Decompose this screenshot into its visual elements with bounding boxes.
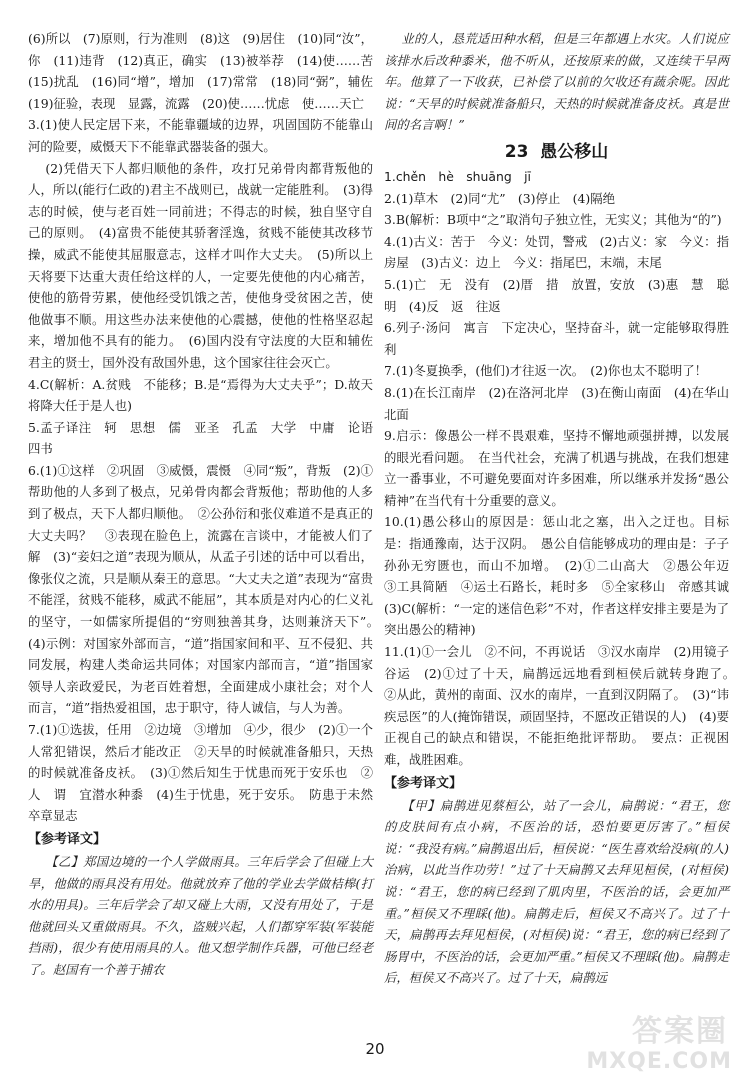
- reference-translation-text: 【甲】扁鹊进见蔡桓公，站了一会儿，扁鹊说：“君王，您的皮肤间有点小病，不医治的话，恐怕要更厉害了。”桓侯说：“我没有病。”扁鹊退出后，桓侯说：“医生喜欢给没病(的人)治病，以此当作功劳！”过了十天扁鹊又去拜见桓侯，(对桓侯)说：“君王，您的病已经到了肌肉里，不医治的话，会更加严重。”桓侯又不理睬(他)。扁鹊走后，桓侯又不高兴了。过了十天，扁鹊再去拜见桓侯，(对桓侯)说：“君王，您的病已经到了肠胃中，不医治的话，会更加严重。”桓侯又不理睬(他)。扁鹊走后，桓侯又不高兴了。过了十天，扁鹊远: [384, 797, 729, 986]
- answer-item: 10.(1)愚公移山的原因是：惩山北之塞，出入之迂也。目标是：指通豫南，达于汉阴。 愚公自信能够成功的理由是：子子孙孙无穷匮也，而山不加增。 (2)①二山高大 ②愚公年迈 ③工具简陋 ④运土石路长，耗时多 ⑤全家移山 帝感其诚 (3)C(解析：“一定的迷信色彩”不对，作者这样安排主要是为了突出愚公的精神): [384, 514, 742, 638]
- answer-item: (6)所以 (7)原则，行为准则 (8)这 (9)居住 (10)同“汝”，你 (11)违背 (12)真正，确实 (13)被举荐 (14)使……苦 (15)扰乱 (16)同“增”，增加 (17)常常 (18)同“弼”，辅佐 (19)征验，表现 显露，流露 (20)使……忧虑 使……天亡: [28, 31, 386, 111]
- answer-item: 3.(1)使人民定居下来，不能靠疆域的边界，巩固国防不能靠山河的险要，威慑天下不能靠武器装备的强大。: [28, 117, 373, 154]
- answer-item: 6.列子·汤问 寓言 下定决心，坚持奋斗，就一定能够取得胜利: [384, 320, 729, 357]
- answer-item: 2.(1)草木 (2)同“尤” (3)停止 (4)隔绝: [384, 190, 615, 206]
- right-column: [384, 28, 742, 989]
- answer-item: 6.(1)①这样 ②巩固 ③威慑，震慑 ④同“叛”，背叛 (2)①帮助他的人多到了极点，兄弟骨肉都会背叛他；帮助他的人多到了极点，天下人都归顺他。 ②公孙衍和张仪难道不是真正的大丈夫吗？ ③表现在脸色上，流露在言谈中，才能被人们了解 (3)“妾妇之道”表现为顺从，从孟子引述的话中可以看出，像张仪之流，只是顺从秦王的意思。“大丈夫之道”表现为“富贵不能淫，贫贱不能移，威武不能屈”，其本质是对内心的仁义礼的坚守，一如儒家所提倡的“穷则独善其身，达则兼济天下”。 (4)示例：对国家外部而言，“道”指国家间和平、互不侵犯、共同发展，构建人类命运共同体；对国家内部而言，“道”指国家领导人亲政爱民，为老百姓着想，全面建成小康社会；对个人而言，“道”指热爱祖国，忠于职守，待人诚信，与人为善。: [28, 462, 386, 716]
- page-number: 20: [365, 1040, 385, 1058]
- unit-number: 23: [504, 141, 529, 162]
- unit-name: 愚公移山: [540, 141, 609, 162]
- answer-item: 11.(1)①一会儿 ②不问，不再说话 ③汉水南岸 (2)用镜子谷运 (2)①过了十天，扁鹊远远地看到桓侯后就转身跑了。 ②从此，黄州的南面、汉水的南岸，一直到汉阴隔了。 (3)“讳疾忌医”的人(掩饰错误，顽固坚持，不愿改正错误的人) (4)要正视自己的缺点和错误，不能拒绝批评帮助。 要点：正视困难，战胜困难。: [384, 644, 742, 767]
- answer-item: 5.孟子译注 轲 思想 儒 亚圣 孔孟 大学 中庸 论语 四书: [28, 419, 386, 457]
- pinyin-answer: 1.chěn hè shuāng jī: [384, 168, 531, 184]
- answer-item: 4.(1)古义：苦于 今义：处罚，警戒 (2)古义：家 今义：指房屋 (3)古义：边上 今义：指尾巴，末端，末尾: [384, 233, 729, 271]
- unit-title: [384, 138, 729, 166]
- answer-item: 7.(1)①选拔，任用 ②边境 ③增加 ④少，很少 (2)①一个人常犯错误，然后才能改正 ②天旱的时候就准备船只，天热的时候就准备皮袄。 (3)①然后知生于忧患而死于安乐也 ②人 谓 宜潜水种黍 (4)生于忧患，死于安乐。 防患于未然 卒章显志: [28, 722, 386, 824]
- answer-item: 8.(1)在长江南岸 (2)在洛河北岸 (3)在衡山南面 (4)在华山北面: [384, 384, 729, 422]
- reference-translation-heading: 【参考译文】: [28, 831, 107, 847]
- watermark-text-bottom: MXQE.COM: [586, 1049, 732, 1074]
- translation-continued-text: 业的人，恳荒适田种水稻，但是三年都遇上水灾。人们说应该排水后改种黍米，他不听从，还按原来的做，又连续干早两年。他算了一下收获，已补偿了以前的欠收还有蔬余呢。因此说：“天旱的时候就准备船只，天热的时候就准备皮袄。真是世间的名言啊！”: [384, 31, 729, 133]
- left-column: [28, 28, 386, 981]
- answer-item: 7.(1)冬夏换季，(他们)才往返一次。 (2)你也太不聪明了！: [384, 363, 707, 379]
- reference-translation-text: 【乙】郑国边境的一个人学做雨具。三年后学会了但碰上大旱，他做的雨具没有用处。他就放弃了他的学业去学做桔槔(打水的用具)。三年后学会了却又碰上大雨，又没有用处了，于是他就回头又重做雨具。不久，盗贼兴起，人们都穿军装(军装能挡雨)，很少有使用雨具的人。他又想学制作兵器，可他已经老了。赵国有一个善于捕农: [28, 853, 373, 977]
- answer-item: 5.(1)亡 无 没有 (2)厝 措 放置，安放 (3)惠 慧 聪明 (4)反 返 往返: [384, 276, 729, 314]
- answer-item: 3.B(解析：B项中“之”取消句子独立性，无实义；其他为“的”): [384, 212, 722, 228]
- reference-translation-heading: 【参考译文】: [384, 775, 463, 791]
- site-watermark-logo: [586, 1006, 736, 1076]
- watermark-text-top: 答案圈: [632, 1014, 728, 1049]
- answer-item: 9.启示：像愚公一样不畏艰难，坚持不懈地顽强拼搏，以发展的眼光看问题。 在当代社会，充满了机遇与挑战，在我们想建立一番事业，不可避免要面对许多困难，所以继承并发扬“愚公精神”在当代有十分重要的意义。: [384, 428, 729, 508]
- answer-item: (2)凭借天下人都归顺他的条件，攻打兄弟骨肉都背叛他的人，所以(能行仁政的)君主不战则已，战就一定能胜利。 (3)得志的时候，使与老百姓一同前进；不得志的时候，独自坚守自己的原则。 (4)富贵不能使其骄奢淫逸，贫贱不能使其改移节操，威武不能使其屈服意志，这样才叫作大丈夫。 (5)所以上天将要下达重大责任给这样的人，一定要先使他的内心痛苦，使他的筋骨劳累，使他经受饥饿之苦，使他身受贫困之苦，使他做事不顺。用这些办法来使他的心震撼，使他的性格坚忍起来，增加他不具有的能力。 (6)国内没有守法度的大臣和辅佐君主的贤士，国外没有敌国外患，这个国家往往会灭亡。: [28, 160, 373, 370]
- answer-item: 4.C(解析：A.贫贱 不能移；B.是“焉得为大丈夫乎”；D.故天将降大任于是人也): [28, 376, 373, 414]
